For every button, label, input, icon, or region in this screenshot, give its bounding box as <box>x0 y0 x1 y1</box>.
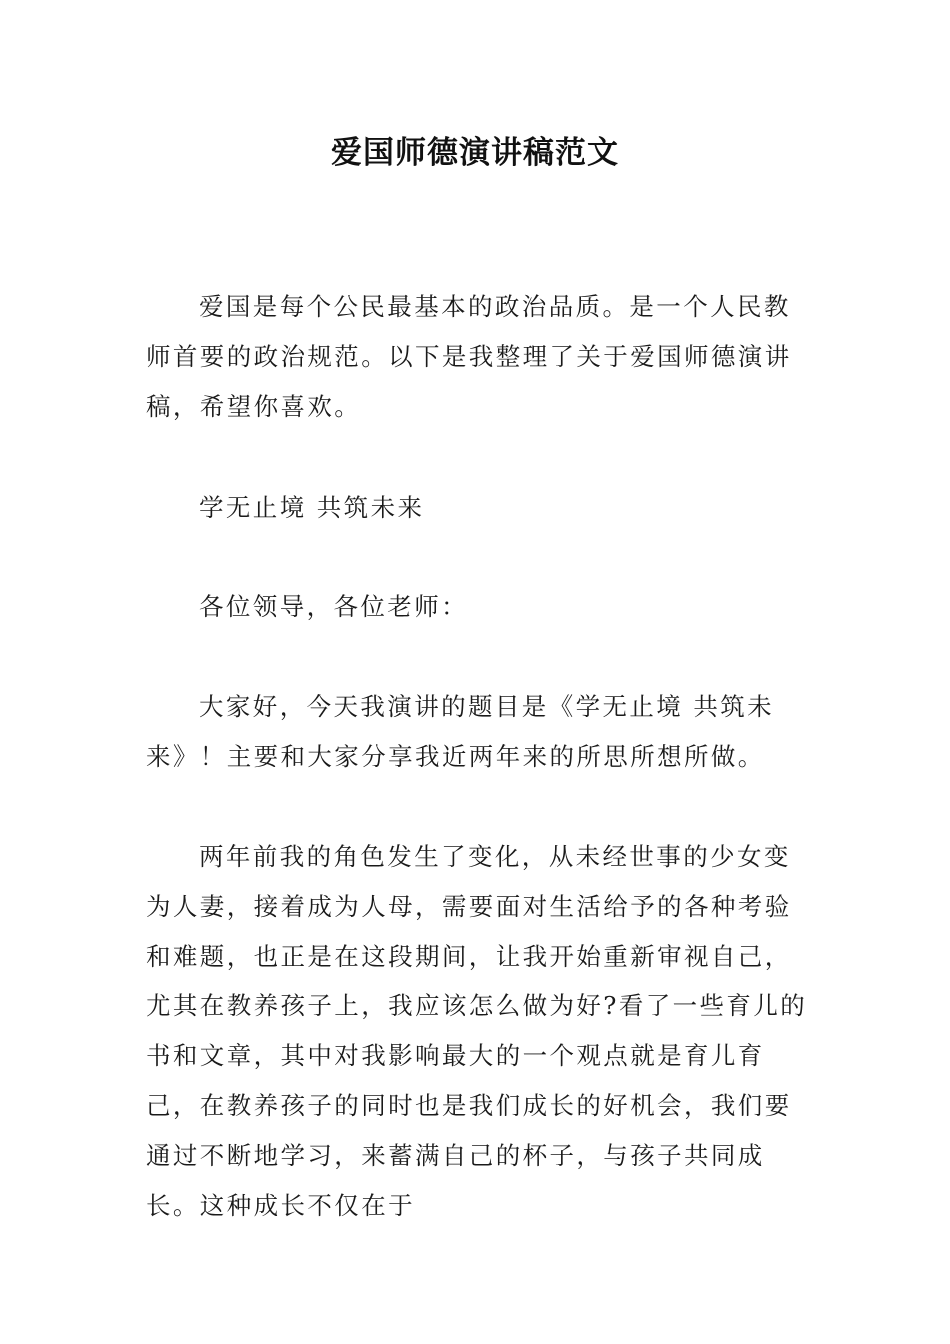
salutation-paragraph: 各位领导，各位老师： <box>199 592 468 621</box>
intro-paragraph: 爱国是每个公民最基本的政治品质。是一个人民教师首要的政治规范。以下是我整理了关于爱国师德演讲稿，希望你喜欢。 <box>146 292 792 421</box>
body-paragraph: 两年前我的角色发生了变化，从未经世事的少女变为人妻，接着成为人母，需要面对生活给予的各种考验和难题，也正是在这段期间，让我开始重新审视自己，尤其在教养孩子上，我应该怎么做为好?看了一些育儿的书和文章，其中对我影响最大的一个观点就是育儿育己，在教养孩子的同时也是我们成长的好机会，我们要通过不断地学习，来蓄满自己的杯子，与孩子共同成长。这种成长不仅在于 <box>146 842 808 1220</box>
document-title: 爱国师德演讲稿范文 <box>331 135 619 171</box>
greeting-paragraph: 大家好，今天我演讲的题目是《学无止境 共筑未来》！主要和大家分享我近两年来的所思所想所做。 <box>146 692 775 771</box>
speech-title-paragraph: 学无止境 共筑未来 <box>199 493 425 522</box>
